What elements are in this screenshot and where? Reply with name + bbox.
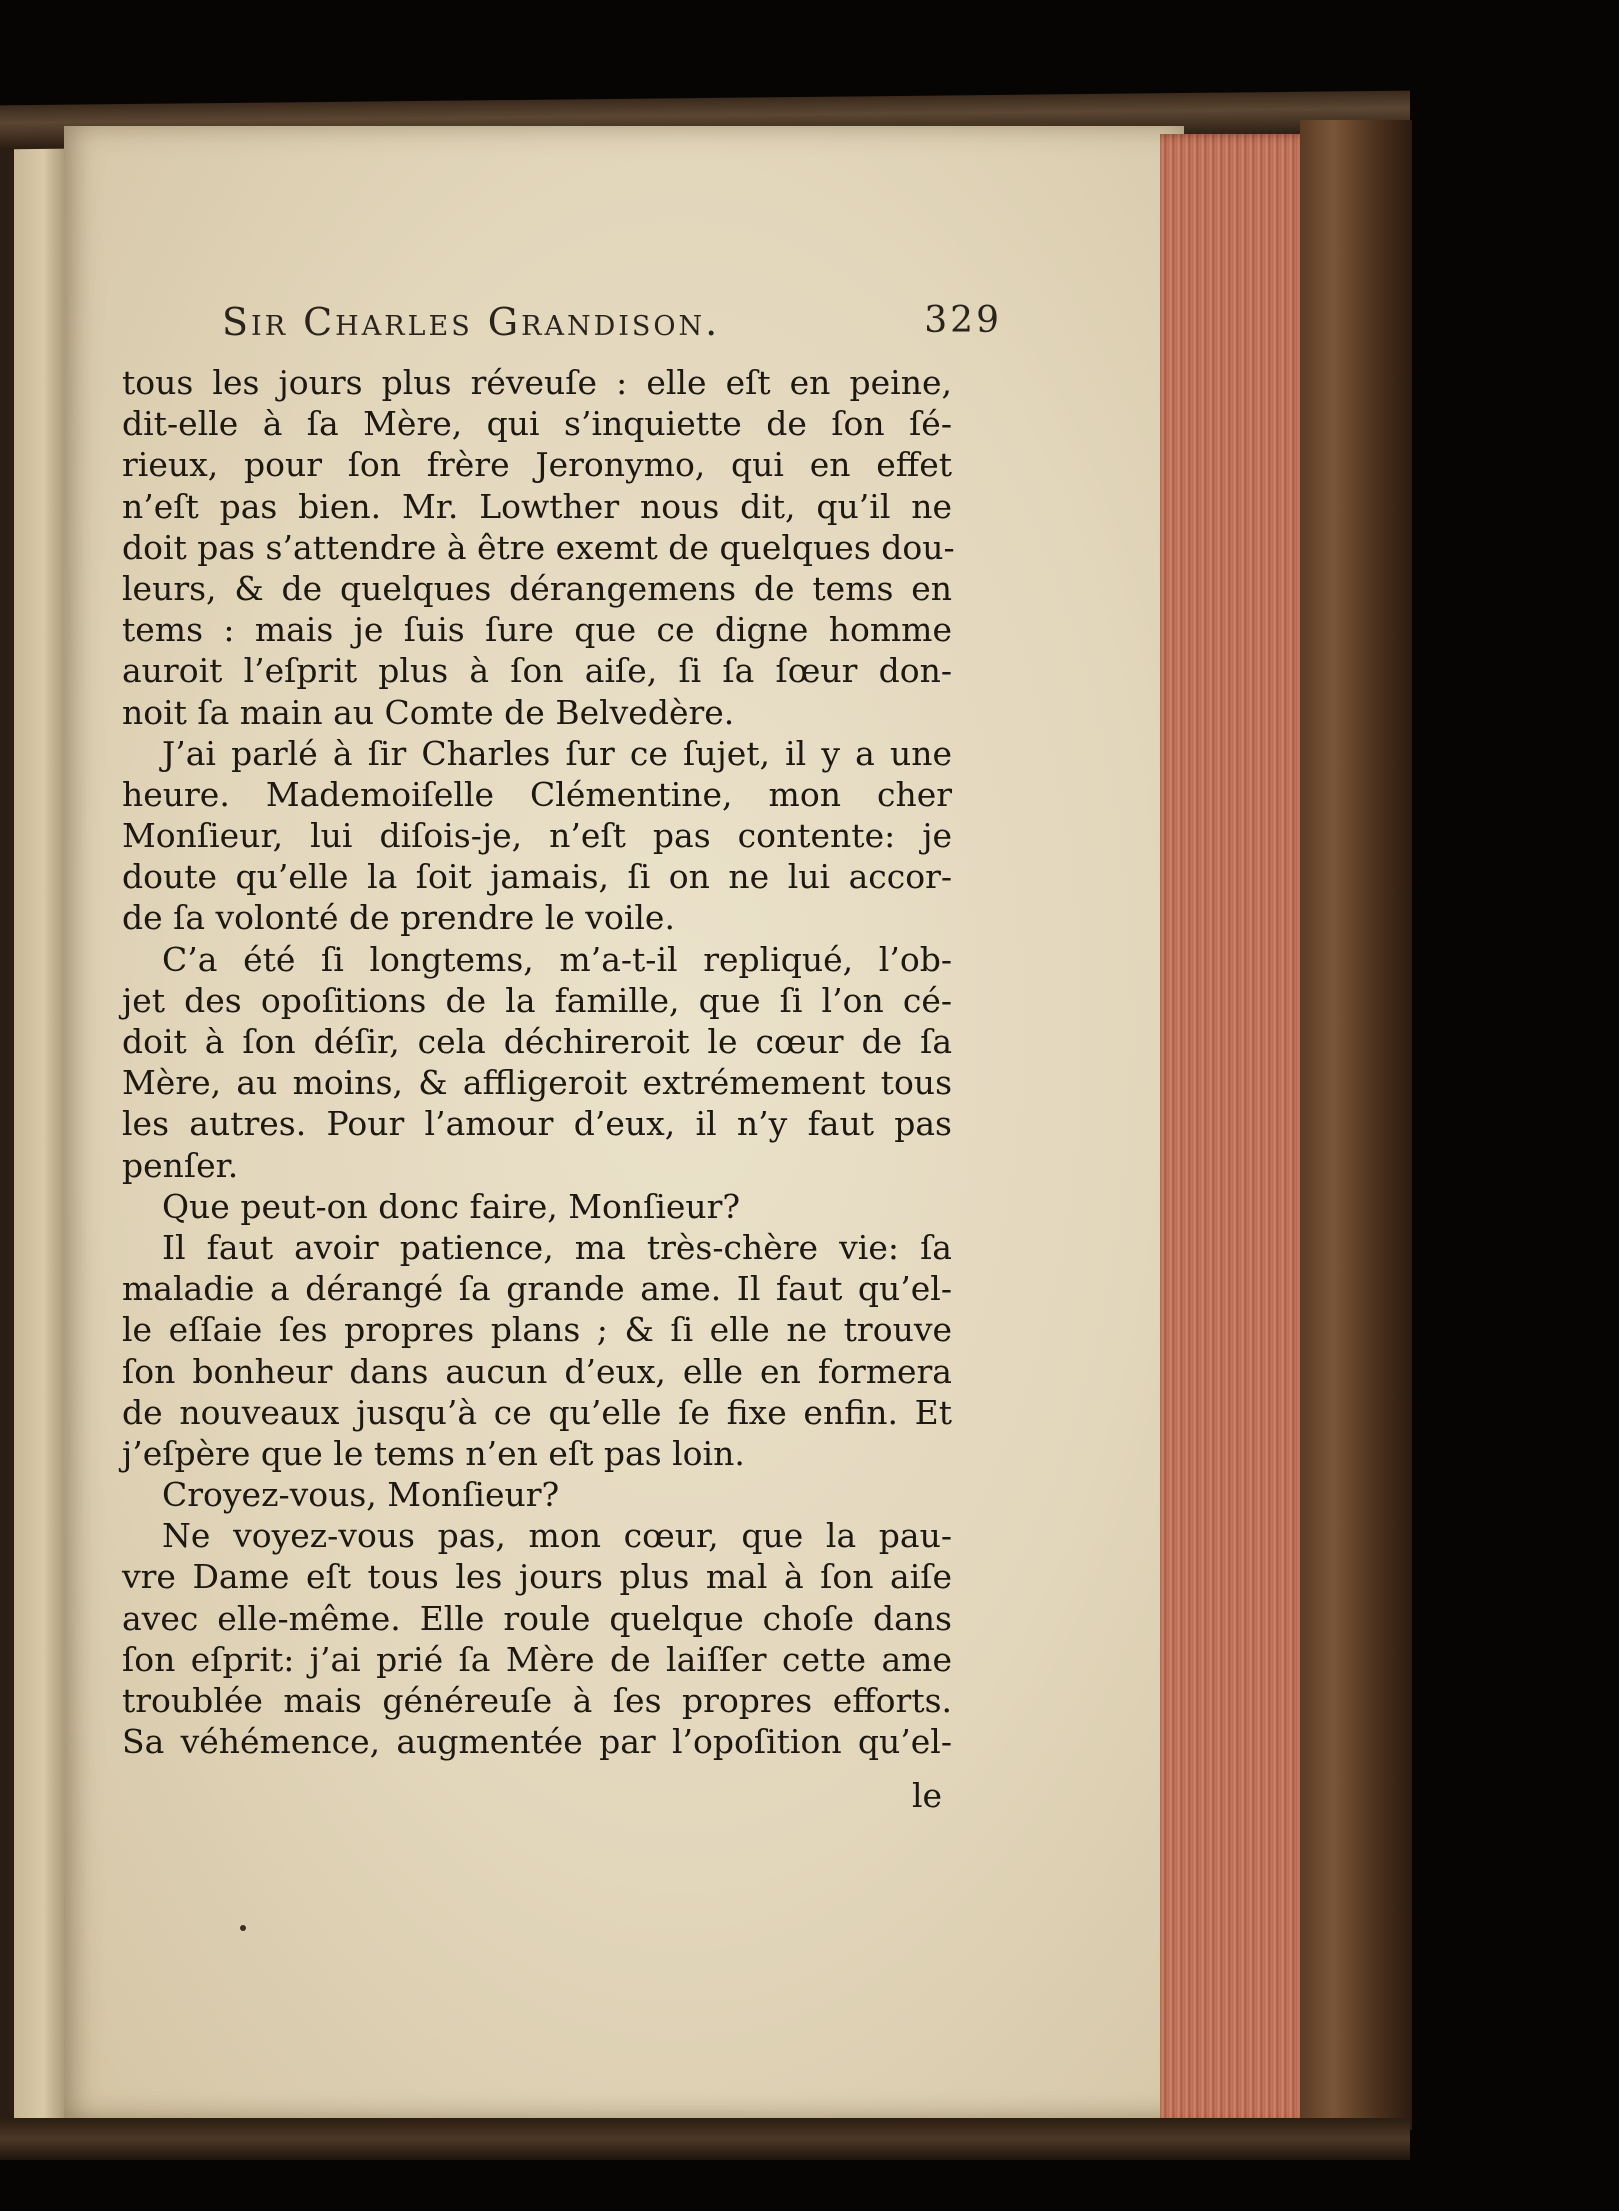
text-line: ſon bonheur dans aucun d’eux, elle en formera — [122, 1351, 952, 1391]
text-line: ſon eſprit: j’ai prié ſa Mère de laiſſer cette ame — [122, 1639, 952, 1679]
text-line: C’a été ſi longtems, m’a-t-il repliqué, l’ob- — [162, 939, 952, 979]
text-line: troublée mais généreuſe à ſes propres efforts. — [122, 1681, 952, 1720]
text-line: doit à ſon déſir, cela déchireroit le cœur de ſa — [122, 1022, 952, 1061]
running-head-title: Sir Charles Grandison. — [222, 300, 721, 344]
text-line: noit ſa main au Comte de Belvedère. — [122, 692, 735, 732]
text-line: avec elle-même. Elle roule quelque choſe dans — [122, 1598, 952, 1638]
text-line: doute qu’elle la ſoit jamais, ſi on ne lui accor- — [122, 857, 952, 897]
text-line: leurs, & de quelques dérangemens de tems en — [122, 568, 952, 608]
text-line: tous les jours plus réveuſe : elle eſt en peine, — [122, 363, 952, 402]
text-line: Mère, au moins, & affligeroit extrémement tous — [122, 1063, 952, 1103]
text-line: les autres. Pour l’amour d’eux, il n’y faut pas — [122, 1104, 952, 1144]
text-line: Croyez-vous, Monſieur? — [162, 1475, 560, 1515]
text-line: tems : mais je ſuis ſure que ce digne homme — [122, 610, 952, 650]
text-line: Que peut-on donc faire, Monſieur? — [162, 1186, 741, 1226]
text-line: penſer. — [122, 1145, 239, 1185]
text-line: dit-elle à ſa Mère, qui s’inquiette de ſon ſé- — [122, 404, 952, 444]
text-line: doit pas s’attendre à être exemt de quelques dou- — [122, 527, 955, 567]
catchword: le — [912, 1776, 943, 1815]
text-line: de nouveaux jusqu’à ce qu’elle ſe fixe enfin. Et — [122, 1392, 952, 1432]
text-line: Monſieur, lui diſois-je, n’eſt pas contente: je — [122, 816, 952, 856]
text-line: vre Dame eſt tous les jours plus mal à ſon aiſe — [122, 1557, 952, 1597]
book-spine-shadow — [0, 110, 14, 2150]
text-line: auroit l’eſprit plus à ſon aiſe, ſi ſa ſœur don- — [122, 651, 952, 691]
text-line: J’ai parlé à ſir Charles ſur ce ſujet, il y a une — [162, 733, 952, 773]
text-line: de ſa volonté de prendre le voile. — [122, 898, 675, 938]
text-line: rieux, pour ſon frère Jeronymo, qui en effet — [122, 445, 952, 485]
text-line: le eſſaie ſes propres plans ; & ſi elle ne trouve — [122, 1310, 952, 1350]
text-line: Il faut avoir patience, ma très-chère vie: ſa — [162, 1227, 952, 1267]
text-line: maladie a dérangé ſa grande ame. Il faut qu’el- — [122, 1269, 952, 1309]
text-line: jet des opoſitions de la famille, que ſi l’on cé- — [122, 980, 952, 1020]
text-line: n’eſt pas bien. Mr. Lowther nous dit, qu’il ne — [122, 486, 952, 526]
body-text — [122, 362, 955, 1762]
book-cover-right — [1300, 120, 1412, 2130]
page-edges-gilt — [1160, 134, 1310, 2124]
ink-speck — [240, 1925, 246, 1931]
running-head — [222, 300, 1002, 350]
text-line: j’eſpère que le tems n’en eſt pas loin. — [122, 1433, 745, 1473]
text-line: heure. Mademoiſelle Clémentine, mon cher — [122, 774, 952, 814]
text-line: Ne voyez-vous pas, mon cœur, que la pau- — [162, 1516, 952, 1556]
text-line: Sa véhémence, augmentée par l’opoſition qu’el- — [122, 1722, 952, 1762]
page-number: 329 — [924, 300, 1002, 341]
book-cover-bottom — [0, 2118, 1410, 2160]
